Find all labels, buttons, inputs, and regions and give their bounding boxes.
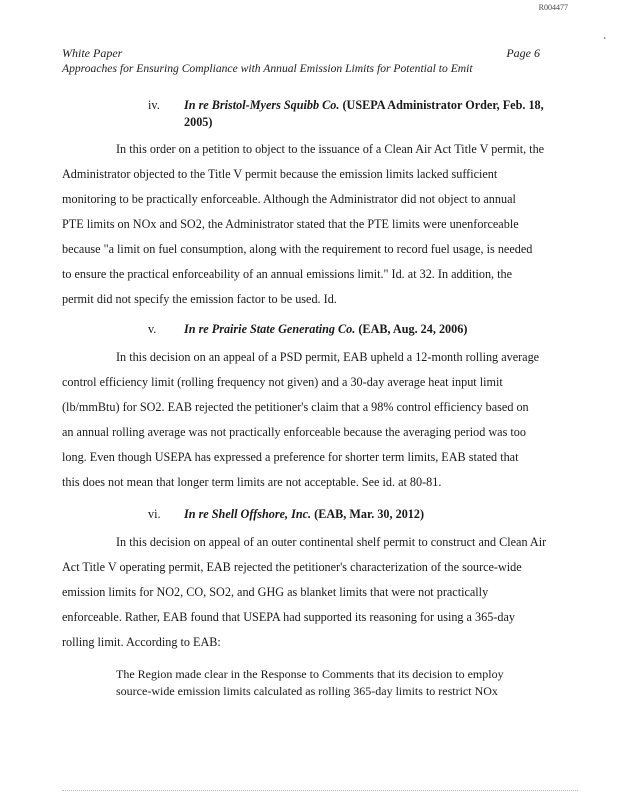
footer-rule xyxy=(62,790,578,791)
paragraph-line: In this decision on appeal of an outer continental shelf permit to construct and Clean Air xyxy=(116,535,547,549)
case-name: In re Prairie State Generating Co. xyxy=(184,322,356,336)
paragraph-line: long. Even though USEPA has expressed a preference for shorter term limits, EAB stated that xyxy=(62,450,519,464)
case-name: In re Bristol-Myers Squibb Co. xyxy=(184,98,340,112)
case-citation-cont: 2005) xyxy=(184,115,213,129)
case-name: In re Shell Offshore, Inc. xyxy=(184,507,312,521)
section-number: iv. xyxy=(148,98,160,112)
paragraph-line: monitoring to be practically enforceable. Although the Administrator did not object to annual xyxy=(62,192,516,206)
paragraph-line: PTE limits on NOx and SO2, the Administrator stated that the PTE limits were unenforceable xyxy=(62,217,519,231)
section-number: v. xyxy=(148,322,157,336)
paragraph-line: an annual rolling average was not practically enforceable because the averaging period was too xyxy=(62,425,526,439)
paragraph-line: Act Title V operating permit, EAB rejected the petitioner's characterization of the source-wide xyxy=(62,560,522,574)
header-title: White Paper xyxy=(62,46,123,60)
paragraph-line: In this decision on an appeal of a PSD permit, EAB upheld a 12-month rolling average xyxy=(116,350,540,364)
paragraph-line: In this order on a petition to object to the issuance of a Clean Air Act Title V permit, the xyxy=(116,142,545,156)
case-citation: (EAB, Mar. 30, 2012) xyxy=(311,507,425,521)
page-number: Page 6 xyxy=(506,46,540,60)
block-quote-line: source-wide emission limits calculated as rolling 365-day limits to restrict NOx xyxy=(116,684,498,698)
paragraph-line: because "a limit on fuel consumption, along with the requirement to record fuel usage, is needed xyxy=(62,242,533,256)
paragraph-line: Administrator objected to the Title V permit because the emission limits lacked sufficient xyxy=(62,167,498,181)
paragraph-line: rolling limit. According to EAB: xyxy=(62,635,221,649)
section-heading-v xyxy=(148,322,467,337)
bates-number: R004477 xyxy=(538,3,568,12)
paragraph-line: control efficiency limit (rolling frequency not given) and a 30-day average heat input limit xyxy=(62,375,503,389)
paragraph-line: enforceable. Rather, EAB found that USEPA had supported its reasoning for using a 365-day xyxy=(62,610,515,624)
paragraph-line: (lb/mmBtu) for SO2. EAB rejected the petitioner's claim that a 98% control efficiency based on xyxy=(62,400,529,414)
section-heading-vi xyxy=(148,507,424,522)
block-quote-line: The Region made clear in the Response to Comments that its decision to employ xyxy=(116,667,504,681)
margin-mark: • xyxy=(603,34,606,43)
case-citation: (USEPA Administrator Order, Feb. 18, xyxy=(339,98,544,112)
paragraph-line: this does not mean that longer term limits are not acceptable. See id. at 80-81. xyxy=(62,475,442,489)
paragraph-line: to ensure the practical enforceability of an annual emissions limit." Id. at 32. In addition, the xyxy=(62,267,513,281)
case-citation: (EAB, Aug. 24, 2006) xyxy=(355,322,468,336)
paragraph-line: emission limits for NO2, CO, SO2, and GHG as blanket limits that were not practically xyxy=(62,585,489,599)
header-subtitle: Approaches for Ensuring Compliance with Annual Emission Limits for Potential to Emit xyxy=(62,62,473,75)
section-number: vi. xyxy=(148,507,161,521)
section-heading-iv xyxy=(148,98,544,113)
paragraph-line: permit did not specify the emission factor to be used. Id. xyxy=(62,292,337,306)
